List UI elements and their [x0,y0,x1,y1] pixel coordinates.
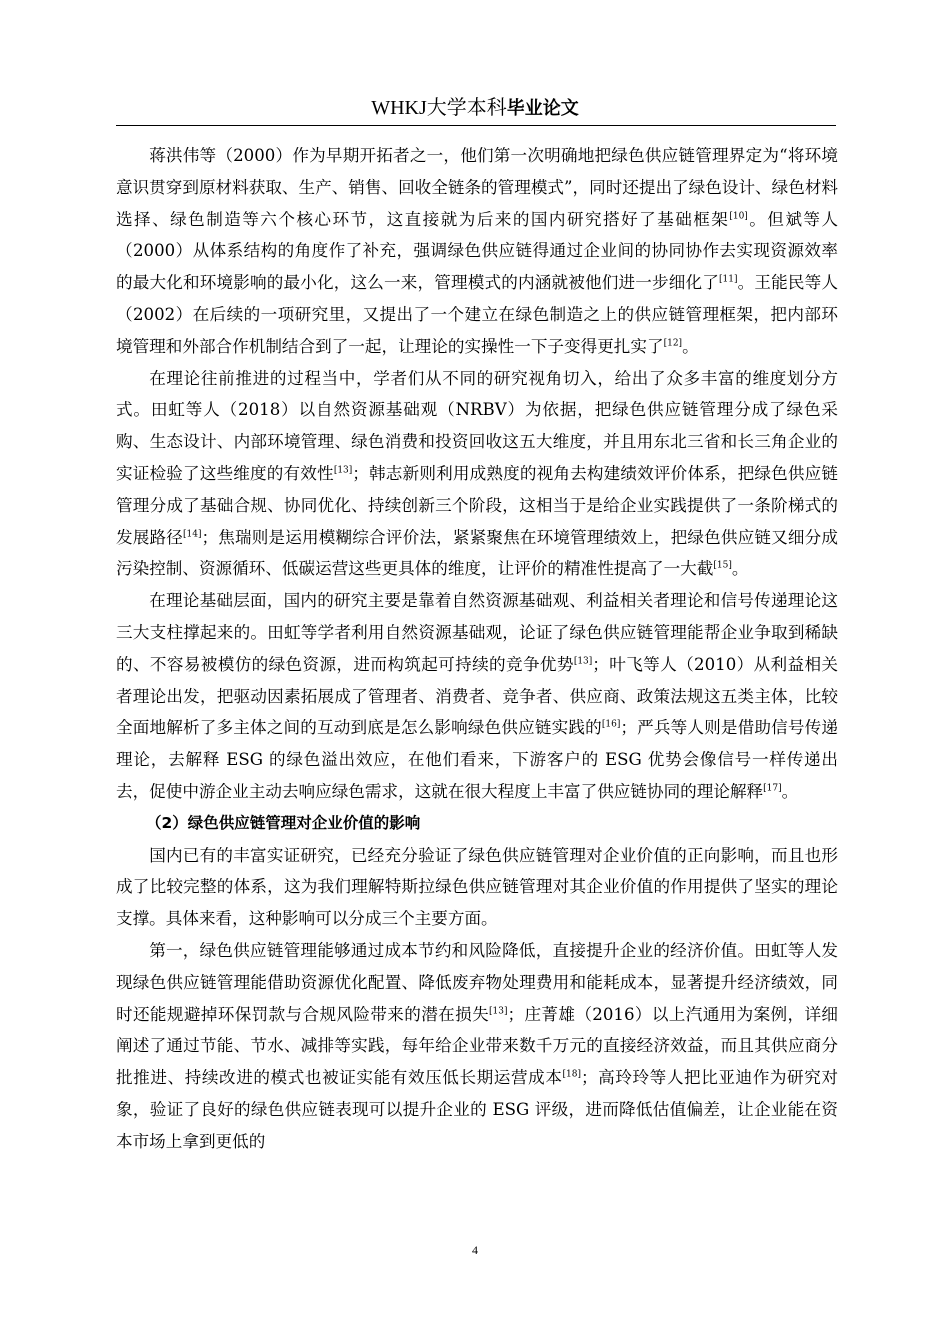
paragraph: 在理论往前推进的过程当中，学者们从不同的研究视角切入，给出了众多丰富的维度划分方式。田虹等人（2018）以自然资源基础观（NRBV）为依据，把绿色供应链管理分成了绿色采购、生态设计、内部环境管理、绿色消费和投资回收这五大维度，并且用东北三省和长三角企业的实证检验了这些维度的有效性[13]；韩志新则利用成熟度的视角去构建绩效评价体系，把绿色供应链管理分成了基础合规、协同优化、持续创新三个阶段，这相当于是给企业实践提供了一条阶梯式的发展路径[14]；焦瑞则是运用模糊综合评价法，紧紧聚焦在环境管理绩效上，把绿色供应链又细分成污染控制、资源循环、低碳运营这些更具体的维度，让评价的精准性提高了一大截[15]。 [116,368,839,579]
page-header [0,95,950,121]
header-rule [116,125,836,126]
citation: [18] [562,1069,581,1080]
citation: [15] [713,560,732,571]
page-number: 4 [472,1243,478,1257]
citation: [14] [183,529,202,540]
header-title-main: WHKJ大学本科 [371,97,507,119]
paragraph: 蒋洪伟等（2000）作为早期开拓者之一，他们第一次明确地把绿色供应链管理界定为“将环境意识贯穿到原材料获取、生产、销售、回收全链条的管理模式”，同时还提出了绿色设计、绿色材料选择、绿色制造等六个核心环节，这直接就为后来的国内研究搭好了基础框架[10]。但斌等人（2000）从体系结构的角度作了补充，强调绿色供应链得通过企业间的协同协作去实现资源效率的最大化和环境影响的最小化，这么一来，管理模式的内涵就被他们进一步细化了[11]。王能民等人（2002）在后续的一项研究里，又提出了一个建立在绿色制造之上的供应链管理框架，把内部环境管理和外部合作机制结合到了一起，让理论的实操性一下子变得更扎实了[12]。 [116,146,839,356]
section-heading: （2）绿色供应链管理对企业价值的影响 [146,813,421,832]
citation: [13] [573,656,593,667]
header-title-suffix: 毕业论文 [506,98,579,119]
citation: [11] [719,274,738,285]
paragraph: 国内已有的丰富实证研究，已经充分验证了绿色供应链管理对企业价值的正向影响，而且也形成了比较完整的体系，这为我们理解特斯拉绿色供应链管理对其企业价值的作用提供了坚实的理论支撑。具体来看，这种影响可以分成三个主要方面。 [116,845,838,929]
citation: [16] [601,719,621,730]
citation: [17] [763,783,782,794]
citation: [12] [663,338,683,349]
citation: [13] [333,465,353,476]
citation: [10] [729,211,748,222]
paragraph: 第一，绿色供应链管理能够通过成本节约和风险降低，直接提升企业的经济价值。田虹等人发现绿色供应链管理能借助资源优化配置、降低废弃物处理费用和能耗成本，显著提升经济绩效，同时还能规避掉环保罚款与合规风险带来的潜在损失[13]；庄菁雄（2016）以上汽通用为案例，详细阐述了通过节能、节水、减排等实践，每年给企业带来数千万元的直接经济效益，而且其供应商分批推进、持续改进的模式也被证实能有效压低长期运营成本[18]；高玲玲等人把比亚迪作为研究对象，验证了良好的绿色供应链表现可以提升企业的 ESG 评级，进而降低估值偏差，让企业能在资本市场上拿到更低的 [116,940,839,1151]
body-text [116,140,838,1158]
citation: [13] [489,1005,508,1016]
paragraph: 在理论基础层面，国内的研究主要是靠着自然资源基础观、利益相关者理论和信号传递理论这三大支柱撑起来的。田虹等学者利用自然资源基础观，论证了绿色供应链管理能帮企业争取到稀缺的、不容易被模仿的绿色资源，进而构筑起可持续的竞争优势[13]；叶飞等人（2010）从利益相关者理论出发，把驱动因素拓展成了管理者、消费者、竞争者、供应商、政策法规这五类主体，比较全面地解析了多主体之间的互动到底是怎么影响绿色供应链实践的[16]；严兵等人则是借助信号传递理论，去解释 ESG 的绿色溢出效应，在他们看来，下游客户的 ESG 优势会像信号一样传递出去，促使中游企业主动去响应绿色需求，这就在很大程度上丰富了供应链协同的理论解释[17]。 [116,591,839,801]
